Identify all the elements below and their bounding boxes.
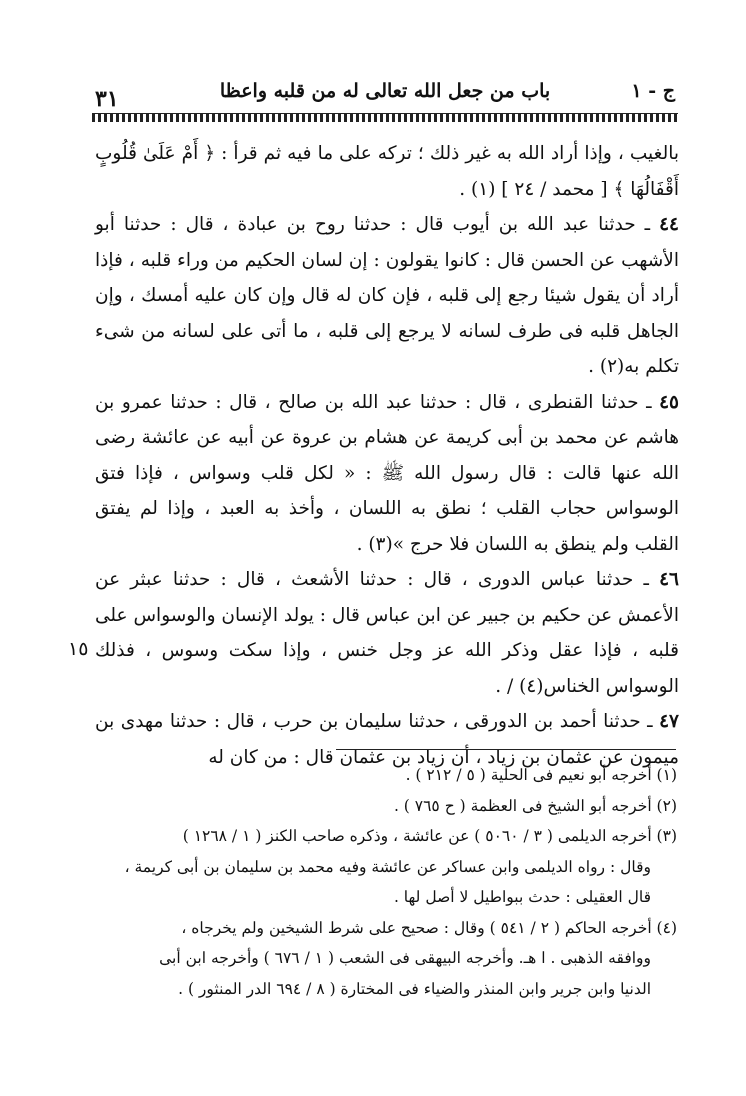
footnote-3: (٣) أخرجه الديلمى ( ٣ / ٥٠٦٠ ) عن عائشة ، وذكره صاحب الكنز ( ١ / ١٢٦٨ ): [182, 827, 677, 845]
paragraph-continued: بالغيب ، وإذا أراد الله به غير ذلك ؛ تركه على ما فيه ثم قرأ : ﴿ أَمْ عَلَىٰ قُلُوبٍ أَقْفَالُهَا ﴾ [ محمد / ٢٤ ] (١) .: [95, 143, 679, 200]
hadith-46: [95, 562, 679, 704]
footnote-4-continued: ووافقه الذهبى . ا هـ. وأخرجه البيهقى فى الشعب ( ١ / ٦٧٦ ) وأخرجه ابن أبى: [159, 949, 651, 967]
footnote-3-continued: وقال : رواه الديلمى وابن عساكر عن عائشة وفيه محمد بن سليمان بن أبى كريمة ،: [124, 857, 651, 876]
hadith-44: [95, 207, 679, 385]
footnotes: [95, 760, 677, 1004]
margin-line-number: ١٥: [68, 638, 89, 660]
footnote-4-continued: الدنيا وابن جرير وابن المنذر والضياء فى المختارة ( ٨ / ٦٩٤ الدر المنثور ) .: [178, 979, 651, 998]
page-number: ٣١: [95, 86, 119, 112]
hadith-number: ٤٧: [659, 711, 679, 732]
hadith-text: ـ حدثنا أحمد بن الدورقى ، حدثنا سليمان بن حرب ، قال : حدثنا مهدى بن ميمون عن عثمان بن زياد ، أن زياد بن عثمان قال : من كان له: [95, 711, 679, 768]
hadith-text: ـ حدثنا عبد الله بن أيوب قال : حدثنا روح بن عبادة ، قال : حدثنا أبو الأشهب عن الحسن قال : كانوا يقولون : إن لسان الحكيم من وراء قلبه ، فإذا أراد أن يقول شيئا رجع إلى قلبه ، فإن كان له قال وإن كان عليه أمسك ، وإن الجاهل قلبه فى طرف لسانه لا يرجع إلى قلبه ، ما أتى على لسانه من شىء تكلم به(٢) .: [95, 214, 679, 377]
volume-label: ج - ١: [631, 80, 675, 102]
chapter-title: باب من جعل الله تعالى له من قلبه واعظا: [219, 80, 551, 102]
footnote-separator: [336, 749, 676, 750]
main-text: [95, 136, 679, 775]
footnote-2: (٢) أخرجه أبو الشيخ فى العظمة ( ح ٧٦٥ ) .: [393, 796, 677, 815]
footnote-1: (١) أخرجه أبو نعيم فى الحلية ( ٥ / ٢١٢ ) .: [405, 766, 677, 784]
decorative-header-rule: [92, 113, 678, 122]
hadith-number: ٤٤: [659, 214, 679, 235]
hadith-number: ٤٥: [659, 391, 679, 413]
footnote-4: (٤) أخرجه الحاكم ( ٢ / ٥٤١ ) وقال : صحيح على شرط الشيخين ولم يخرجاه ،: [181, 918, 677, 937]
hadith-text: ـ حدثنا القنطرى ، قال : حدثنا عبد الله بن صالح ، قال : حدثنا عمرو بن هاشم عن محمد بن أبى كريمة عن هشام بن عروة عن أبيه عن عائشة رضى الله عنها قالت : قال رسول الله ﷺ : « لكل قلب وسواس ، فإذا فتق الوسواس حجاب القلب ؛ نطق به اللسان ، وأخذ به العبد ، وإذا لم يفتق القلب ولم ينطق به اللسان فلا حرج »(٣) .: [95, 391, 679, 555]
hadith-text: ـ حدثنا عباس الدورى ، قال : حدثنا الأشعث ، قال : حدثنا عبثر عن الأعمش عن حكيم بن جبير عن ابن عباس قال : يولد الإنسان والوسواس على قلبه ، فإذا عقل وذكر الله عز وجل خنس ، وإذا سكت وسوس ، فذلك الوسواس الخناس(٤) / .: [95, 569, 679, 697]
running-header: [95, 80, 675, 112]
hadith-number: ٤٦: [659, 569, 679, 590]
footnote-3-continued: قال العقيلى : حدث ببواطيل لا أصل لها .: [393, 888, 651, 906]
hadith-45: [95, 385, 679, 563]
